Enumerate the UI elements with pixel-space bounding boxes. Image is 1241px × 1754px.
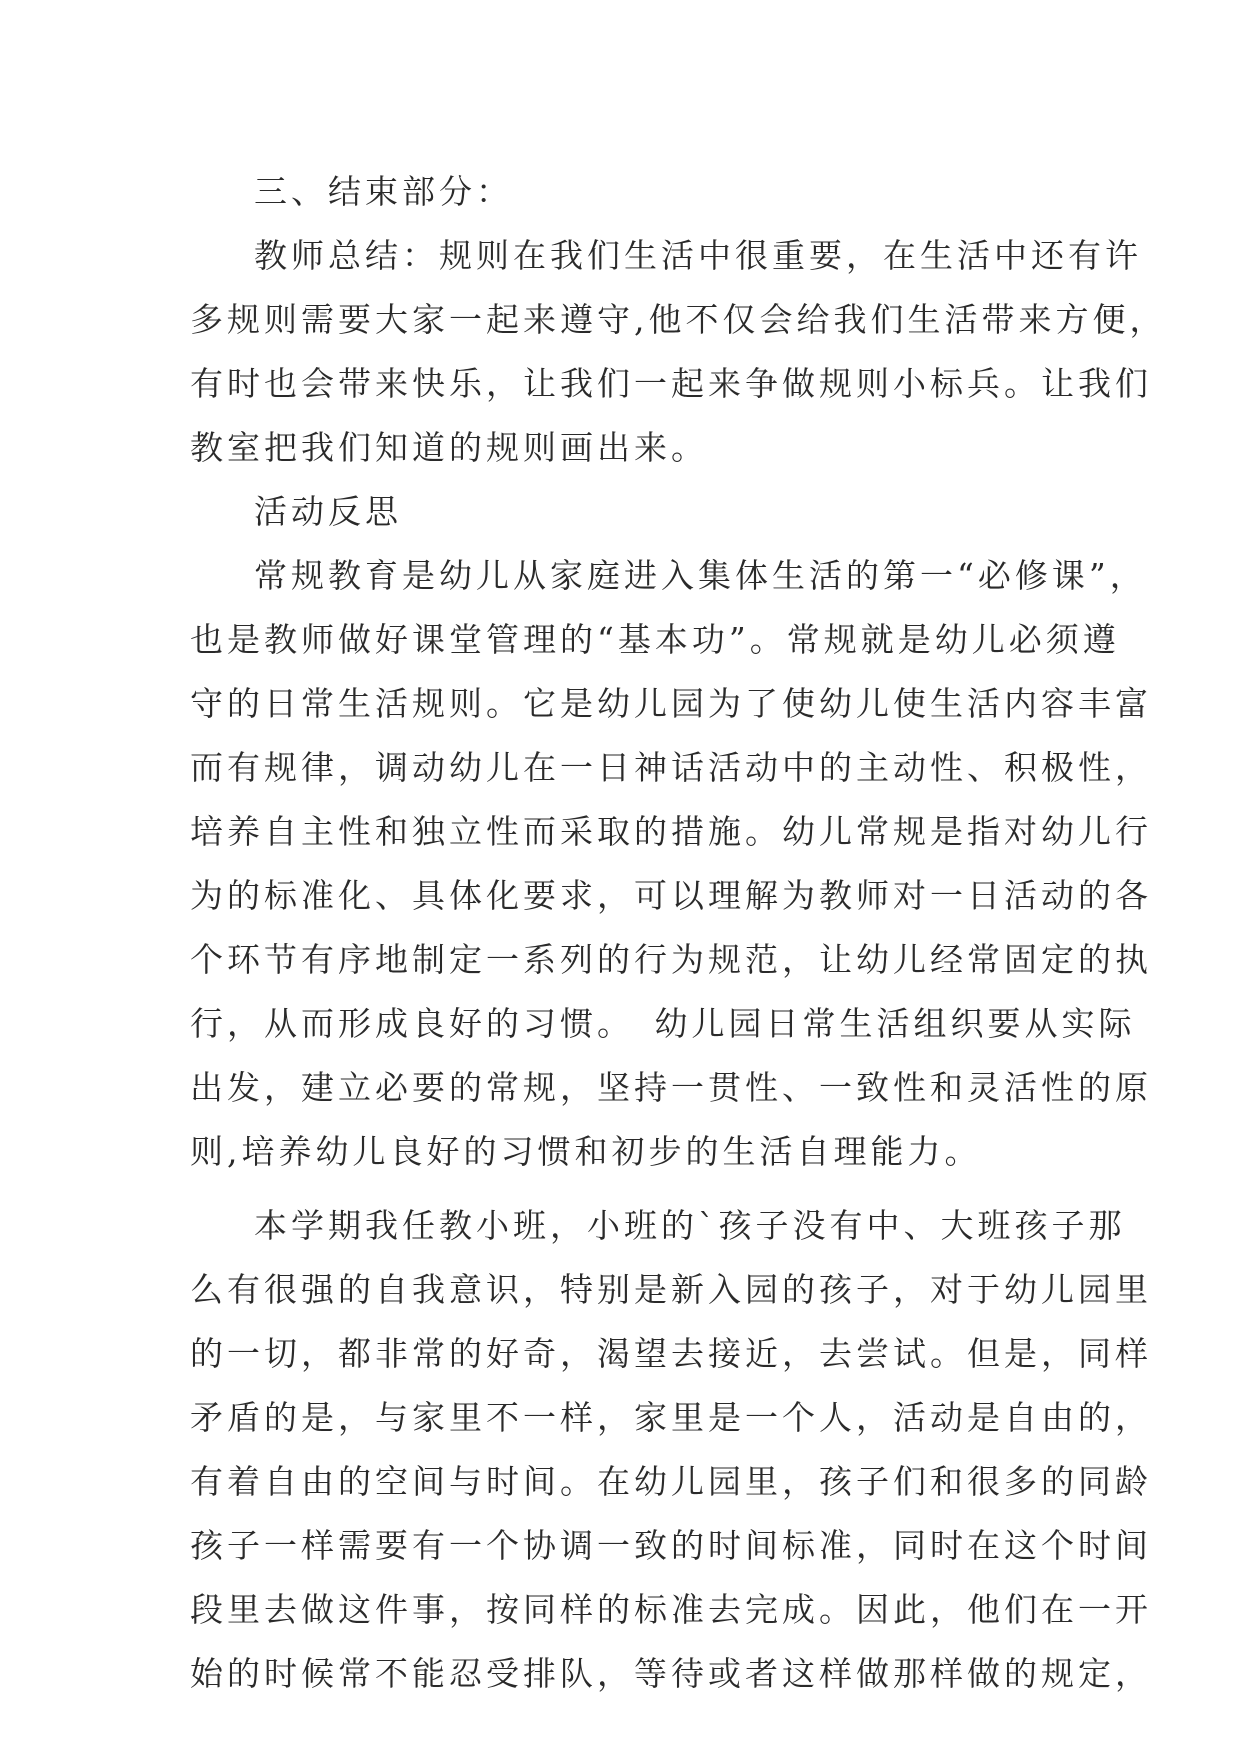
text-line: 孩子一样需要有一个协调一致的时间标准，同时在这个时间: [190, 1526, 1152, 1565]
text-line: 个环节有序地制定一系列的行为规范，让幼儿经常固定的执: [190, 940, 1152, 979]
text-line: 本学期我任教小班，小班的`孩子没有中、大班孩子那: [254, 1206, 1126, 1245]
text-line: 培养自主性和独立性而采取的措施。幼儿常规是指对幼儿行: [190, 812, 1152, 851]
text-line: 教师总结：规则在我们生活中很重要，在生活中还有许: [254, 236, 1142, 275]
text-line: 行，从而形成良好的习惯。 幼儿园日常生活组织要从实际: [190, 1004, 1136, 1043]
text-line: 有着自由的空间与时间。在幼儿园里，孩子们和很多的同龄: [190, 1462, 1152, 1501]
text-line: 也是教师做好课堂管理的“基本功”。常规就是幼儿必须遵: [190, 620, 1120, 659]
text-line: 而有规律，调动幼儿在一日神话活动中的主动性、积极性，: [190, 748, 1152, 787]
document-body: [190, 160, 1167, 1706]
text-line: 的一切，都非常的好奇，渴望去接近，去尝试。但是，同样: [190, 1334, 1152, 1373]
text-line: 常规教育是幼儿从家庭进入集体生活的第一“必修课”，: [254, 556, 1147, 595]
text-line: 段里去做这件事，按同样的标准去完成。因此，他们在一开: [190, 1590, 1152, 1629]
section-heading: 活动反思: [254, 492, 402, 531]
text-line: 守的日常生活规则。它是幼儿园为了使幼儿使生活内容丰富: [190, 684, 1152, 723]
text-line: 矛盾的是，与家里不一样，家里是一个人，活动是自由的，: [190, 1398, 1152, 1437]
text-line: 多规则需要大家一起来遵守,他不仅会给我们生活带来方便，: [190, 300, 1167, 339]
text-line: 有时也会带来快乐，让我们一起来争做规则小标兵。让我们: [190, 364, 1152, 403]
text-line: 则,培养幼儿良好的习惯和初步的生活自理能力。: [190, 1132, 982, 1171]
text-line: 始的时候常不能忍受排队，等待或者这样做那样做的规定，: [190, 1654, 1152, 1693]
text-line: 为的标准化、具体化要求，可以理解为教师对一日活动的各: [190, 876, 1152, 915]
text-line: 教室把我们知道的规则画出来。: [190, 428, 708, 467]
section-heading: 三、结束部分：: [254, 172, 513, 211]
text-line: 么有很强的自我意识，特别是新入园的孩子，对于幼儿园里: [190, 1270, 1152, 1309]
text-line: 出发，建立必要的常规，坚持一贯性、一致性和灵活性的原: [190, 1068, 1152, 1107]
